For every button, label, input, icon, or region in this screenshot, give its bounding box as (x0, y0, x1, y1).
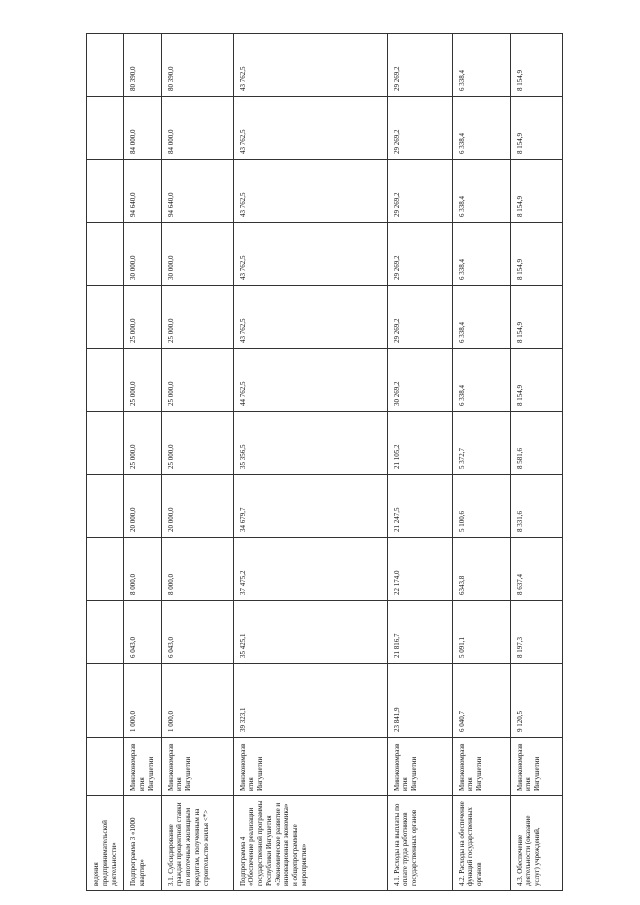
value-cell: 29 269,2 (387, 160, 452, 223)
value-cell: 8 000,0 (161, 538, 233, 601)
value-cell: 5 091,1 (452, 601, 510, 664)
value-cell (87, 160, 124, 223)
table-row (124, 34, 161, 891)
value-cell (87, 664, 124, 738)
value-cell: 20 000,0 (124, 475, 161, 538)
value-cell: 25 000,0 (124, 349, 161, 412)
value-cell: 8 000,0 (124, 538, 161, 601)
value-cell: 21 105,2 (387, 412, 452, 475)
value-cell: 6 338,4 (452, 349, 510, 412)
row-name-cell: Подпрограмма 3 «1000 квартир» (124, 796, 161, 891)
value-cell: 25 000,0 (124, 412, 161, 475)
value-cell: 43 762,5 (233, 97, 387, 160)
value-cell: 30 269,2 (387, 349, 452, 412)
value-cell: 29 269,2 (387, 286, 452, 349)
value-cell: 43 762,5 (233, 286, 387, 349)
row-name-cell: 4.1. Расходы на выплаты по оплате труда работников государственных органов (387, 796, 452, 891)
value-cell: 1 000,0 (124, 664, 161, 738)
value-cell: 6 338,4 (452, 34, 510, 97)
value-cell: 94 640,0 (161, 160, 233, 223)
value-cell: 8 197,3 (510, 601, 562, 664)
value-cell: 29 269,2 (387, 97, 452, 160)
value-cell: 5 372,7 (452, 412, 510, 475)
value-cell: 23 841,9 (387, 664, 452, 738)
table-row (452, 34, 510, 891)
executor-cell: Минэкономразв ития Ингушетии (161, 738, 233, 796)
value-cell (87, 349, 124, 412)
value-cell: 80 390,0 (124, 34, 161, 97)
executor-cell: Минэкономразв ития Ингушетии (233, 738, 387, 796)
value-cell (87, 286, 124, 349)
value-cell: 8 154,9 (510, 349, 562, 412)
value-cell: 8 154,9 (510, 97, 562, 160)
value-cell: 21 247,5 (387, 475, 452, 538)
value-cell: 6 043,0 (124, 601, 161, 664)
value-cell: 43 762,5 (233, 223, 387, 286)
row-name-cell: 3.1. Субсидирование граждан процентной ставки по ипотечным жилищным кредитам, полученным на строительство жилья <*> (161, 796, 233, 891)
executor-cell: Минэкономразв ития Ингушетии (452, 738, 510, 796)
value-cell: 6 338,4 (452, 160, 510, 223)
value-cell (87, 97, 124, 160)
value-cell (87, 412, 124, 475)
value-cell: 25 000,0 (161, 412, 233, 475)
value-cell: 8 154,9 (510, 223, 562, 286)
value-cell: 8 637,4 (510, 538, 562, 601)
value-cell (87, 601, 124, 664)
row-name-cell: ведения предпринимательской деятельности» (87, 796, 124, 891)
value-cell: 34 679,7 (233, 475, 387, 538)
value-cell: 25 000,0 (124, 286, 161, 349)
value-cell: 5 100,6 (452, 475, 510, 538)
value-cell (87, 475, 124, 538)
value-cell: 8 581,6 (510, 412, 562, 475)
value-cell: 80 390,0 (161, 34, 233, 97)
value-cell: 22 174,0 (387, 538, 452, 601)
value-cell: 29 269,2 (387, 223, 452, 286)
table-row (233, 34, 387, 891)
value-cell: 43 762,5 (233, 160, 387, 223)
value-cell: 25 000,0 (161, 349, 233, 412)
executor-cell: Минэкономразв ития Ингушетии (124, 738, 161, 796)
value-cell: 6 040,7 (452, 664, 510, 738)
budget-table (86, 33, 563, 891)
value-cell: 94 640,0 (124, 160, 161, 223)
value-cell: 44 762,5 (233, 349, 387, 412)
executor-cell: Минэкономразв ития Ингушетии (387, 738, 452, 796)
value-cell: 84 000,0 (161, 97, 233, 160)
value-cell: 8 154,9 (510, 160, 562, 223)
table-row (161, 34, 233, 891)
value-cell: 8 331,6 (510, 475, 562, 538)
value-cell: 8 154,9 (510, 286, 562, 349)
value-cell: 30 000,0 (161, 223, 233, 286)
value-cell: 20 000,0 (161, 475, 233, 538)
table-row (387, 34, 452, 891)
value-cell: 35 356,5 (233, 412, 387, 475)
value-cell: 9 120,5 (510, 664, 562, 738)
row-name-cell: 4.3. Обеспечение деятельности (оказание услуг) учреждений, (510, 796, 562, 891)
value-cell: 6 338,4 (452, 97, 510, 160)
value-cell: 6 338,4 (452, 286, 510, 349)
value-cell: 84 000,0 (124, 97, 161, 160)
value-cell: 39 323,1 (233, 664, 387, 738)
row-name-cell: 4.2. Расходы на обеспечение функций государственных органов (452, 796, 510, 891)
value-cell: 25 000,0 (161, 286, 233, 349)
value-cell: 29 269,2 (387, 34, 452, 97)
row-name-cell: Подпрограмма 4 «Обеспечение реализации государственной программы Республики Ингушетия «Экономическое развитие и инновационная экономика» и общепрограммные мероприятия» (233, 796, 387, 891)
value-cell: 37 475,2 (233, 538, 387, 601)
value-cell: 35 425,1 (233, 601, 387, 664)
value-cell: 6 043,0 (161, 601, 233, 664)
value-cell (87, 538, 124, 601)
table-row (87, 34, 124, 891)
value-cell: 21 816,7 (387, 601, 452, 664)
executor-cell (87, 738, 124, 796)
value-cell (87, 34, 124, 97)
table-row (510, 34, 562, 891)
value-cell: 1 000,0 (161, 664, 233, 738)
value-cell: 6 338,4 (452, 223, 510, 286)
value-cell: 43 762,5 (233, 34, 387, 97)
executor-cell: Минэкономразв ития Ингушетии (510, 738, 562, 796)
value-cell: 30 000,0 (124, 223, 161, 286)
value-cell: 6343,8 (452, 538, 510, 601)
value-cell: 8 154,9 (510, 34, 562, 97)
value-cell (87, 223, 124, 286)
